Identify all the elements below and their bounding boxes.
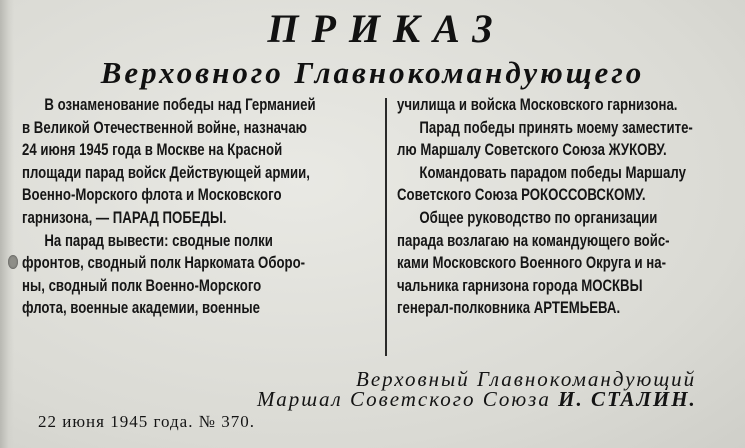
column-divider [385,98,387,356]
text-line [22,117,374,140]
left-text-column [22,94,374,320]
text-line-content: генерал-полковника АРТЕМЬЕВА. [397,299,621,318]
text-line [22,275,374,298]
text-line-content: гарнизона, — ПАРАД ПОБЕДЫ. [22,208,227,227]
text-line [22,207,374,230]
text-line-content: парада возлагаю на командующего войс- [397,231,670,250]
text-line-content: Советского Союза РОКОССОВСКОМУ. [397,186,646,205]
text-line-content: Командовать парадом победы Маршалу [419,163,686,182]
binding-hole [8,255,18,269]
text-line-content: В ознаменование победы над Германией [44,96,316,114]
signature-line [257,387,697,412]
signature-name: И. СТАЛИН. [558,387,697,411]
text-line-content: лю Маршалу Советского Союза ЖУКОВУ. [397,141,667,160]
text-line-content: Общее руководство по организации [419,208,658,227]
order-date: 22 июня 1945 года. № 370. [38,412,255,431]
order-title: ПРИКАЗ [267,6,506,51]
text-line [397,117,743,140]
text-line-content: площади парад войск Действующей армии, [22,163,310,182]
text-line [397,94,743,117]
text-line [397,275,743,298]
text-line-content: чальника гарнизона города МОСКВЫ [397,276,643,295]
text-line [22,184,374,207]
text-line-content: ками Московского Военного Округа и на- [397,254,666,273]
signature-title: Верховный Главнокомандующий [356,367,697,391]
text-line [22,297,374,320]
text-line [397,230,743,253]
signature-rank: Маршал Советского Союза [257,387,551,411]
text-line-content: в Великой Отечественной войне, назначаю [22,118,307,137]
text-line-content: флота, военные академии, военные [22,299,260,318]
text-line [397,297,743,320]
text-line [397,184,743,207]
text-line-content: На парад вывести: сводные полки [44,231,273,250]
text-line-content: 24 июня 1945 года в Москве на Красной [22,141,283,160]
order-subtitle: Верховного Главнокомандующего [100,55,645,90]
text-line [397,207,743,230]
text-line [397,252,743,275]
text-line-content: ны, сводный полк Военно-Морского [22,276,262,295]
text-line-content: Военно-Морского флота и Московского [22,186,282,205]
text-line-content: Парад победы принять моему заместите- [419,118,693,137]
text-line [397,162,743,185]
text-line-content: училища и войска Московского гарнизона. [397,96,678,114]
text-line [22,94,374,117]
right-text-column [397,94,743,320]
text-line [22,139,374,162]
text-line [22,252,374,275]
text-line-content: фронтов, сводный полк Наркомата Оборо- [22,254,306,273]
text-line [22,230,374,253]
text-line [397,139,743,162]
text-line [22,162,374,185]
